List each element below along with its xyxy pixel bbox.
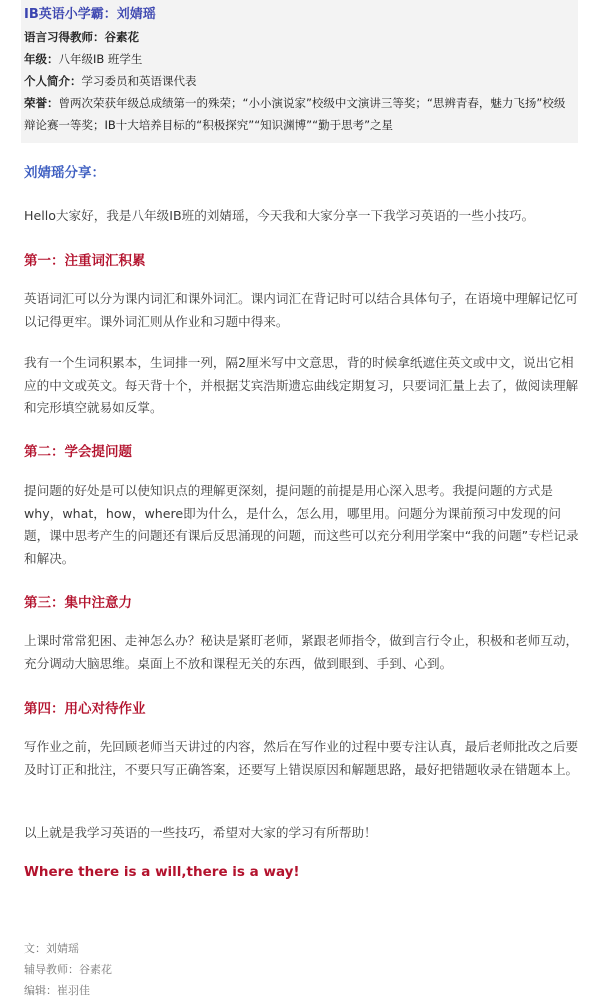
honor-row [24, 92, 575, 136]
section-3-paragraph-1: 上课时常常犯困、走神怎么办？秘诀是紧盯老师，紧跟老师指令，做到言行令止，积极和老师互动，充分调动大脑思维。桌面上不放和课程无关的东西，做到眼到、手到、心到。 [24, 633, 579, 671]
grade-value: 八年级IB 班学生 [58, 52, 143, 66]
credit-author: 文：刘婧瑶 [24, 942, 79, 955]
teacher-row [24, 26, 575, 48]
teacher-label: 语言习得教师： [24, 30, 105, 44]
section-2-heading: 第二：学会提问题 [24, 444, 132, 460]
section-4-heading: 第四：用心对待作业 [24, 701, 146, 717]
share-title: 刘婧瑶分享： [24, 165, 105, 181]
motto: Where there is a will,there is a way! [24, 864, 300, 880]
intro-row [24, 70, 575, 92]
section-1-heading: 第一：注重词汇积累 [24, 253, 146, 269]
section-4-paragraph-1: 写作业之前，先回顾老师当天讲过的内容，然后在写作业的过程中要专注认真，最后老师批改之后要及时订正和批注，不要只写正确答案，还要写上错误原因和解题思路，最好把错题收录在错题本上。 [24, 739, 579, 777]
section-1-paragraph-1: 英语词汇可以分为课内词汇和课外词汇。课内词汇在背记时可以结合具体句子，在语境中理解记忆可以记得更牢。课外词汇则从作业和习题中得来。 [24, 291, 579, 329]
honor-value: 曾两次荣获年级总成绩第一的殊荣；“小小演说家”校级中文演讲三等奖；“思辨青春，魅力飞扬”校级辩论赛一等奖；IB十大培养目标的“积极探究”“知识渊博”“勤于思考”之星 [24, 96, 566, 132]
intro-paragraph: Hello大家好，我是八年级IB班的刘婧瑶，今天我和大家分享一下我学习英语的一些小技巧。 [24, 208, 535, 223]
grade-row [24, 48, 575, 70]
credits [24, 938, 112, 1001]
grade-label: 年级： [24, 52, 59, 66]
intro-value: 学习委员和英语课代表 [81, 74, 197, 88]
section-3-heading: 第三：集中注意力 [24, 595, 132, 611]
teacher-value: 谷素花 [104, 30, 139, 44]
closing-paragraph: 以上就是我学习英语的一些技巧，希望对大家的学习有所帮助！ [24, 825, 377, 840]
profile-title: IB英语小学霸：刘婧瑶 [24, 7, 156, 22]
honor-label: 荣誉： [24, 96, 59, 110]
section-2-paragraph-1: 提问题的好处是可以使知识点的理解更深刻，提问题的前提是用心深入思考。我提问题的方式是why，what，how，where即为什么，是什么，怎么用，哪里用。问题分为课前预习中发现的问题，课中思考产生的问题还有课后反思涌现的问题，而这些可以充分利用学案中“我的问题”专栏记录和解决。 [24, 483, 579, 566]
intro-label: 个人简介： [24, 74, 82, 88]
section-1-paragraph-2: 我有一个生词积累本，生词排一列，隔2厘米写中文意思，背的时候拿纸遮住英文或中文，说出它相应的中文或英文。每天背十个，并根据艾宾浩斯遗忘曲线定期复习，只要词汇量上去了，做阅读理解和完形填空就易如反掌。 [24, 355, 579, 415]
profile-box [21, 0, 578, 143]
credit-editor: 编辑：崔羽佳 [24, 984, 90, 997]
credit-tutor: 辅导教师：谷素花 [24, 963, 112, 976]
